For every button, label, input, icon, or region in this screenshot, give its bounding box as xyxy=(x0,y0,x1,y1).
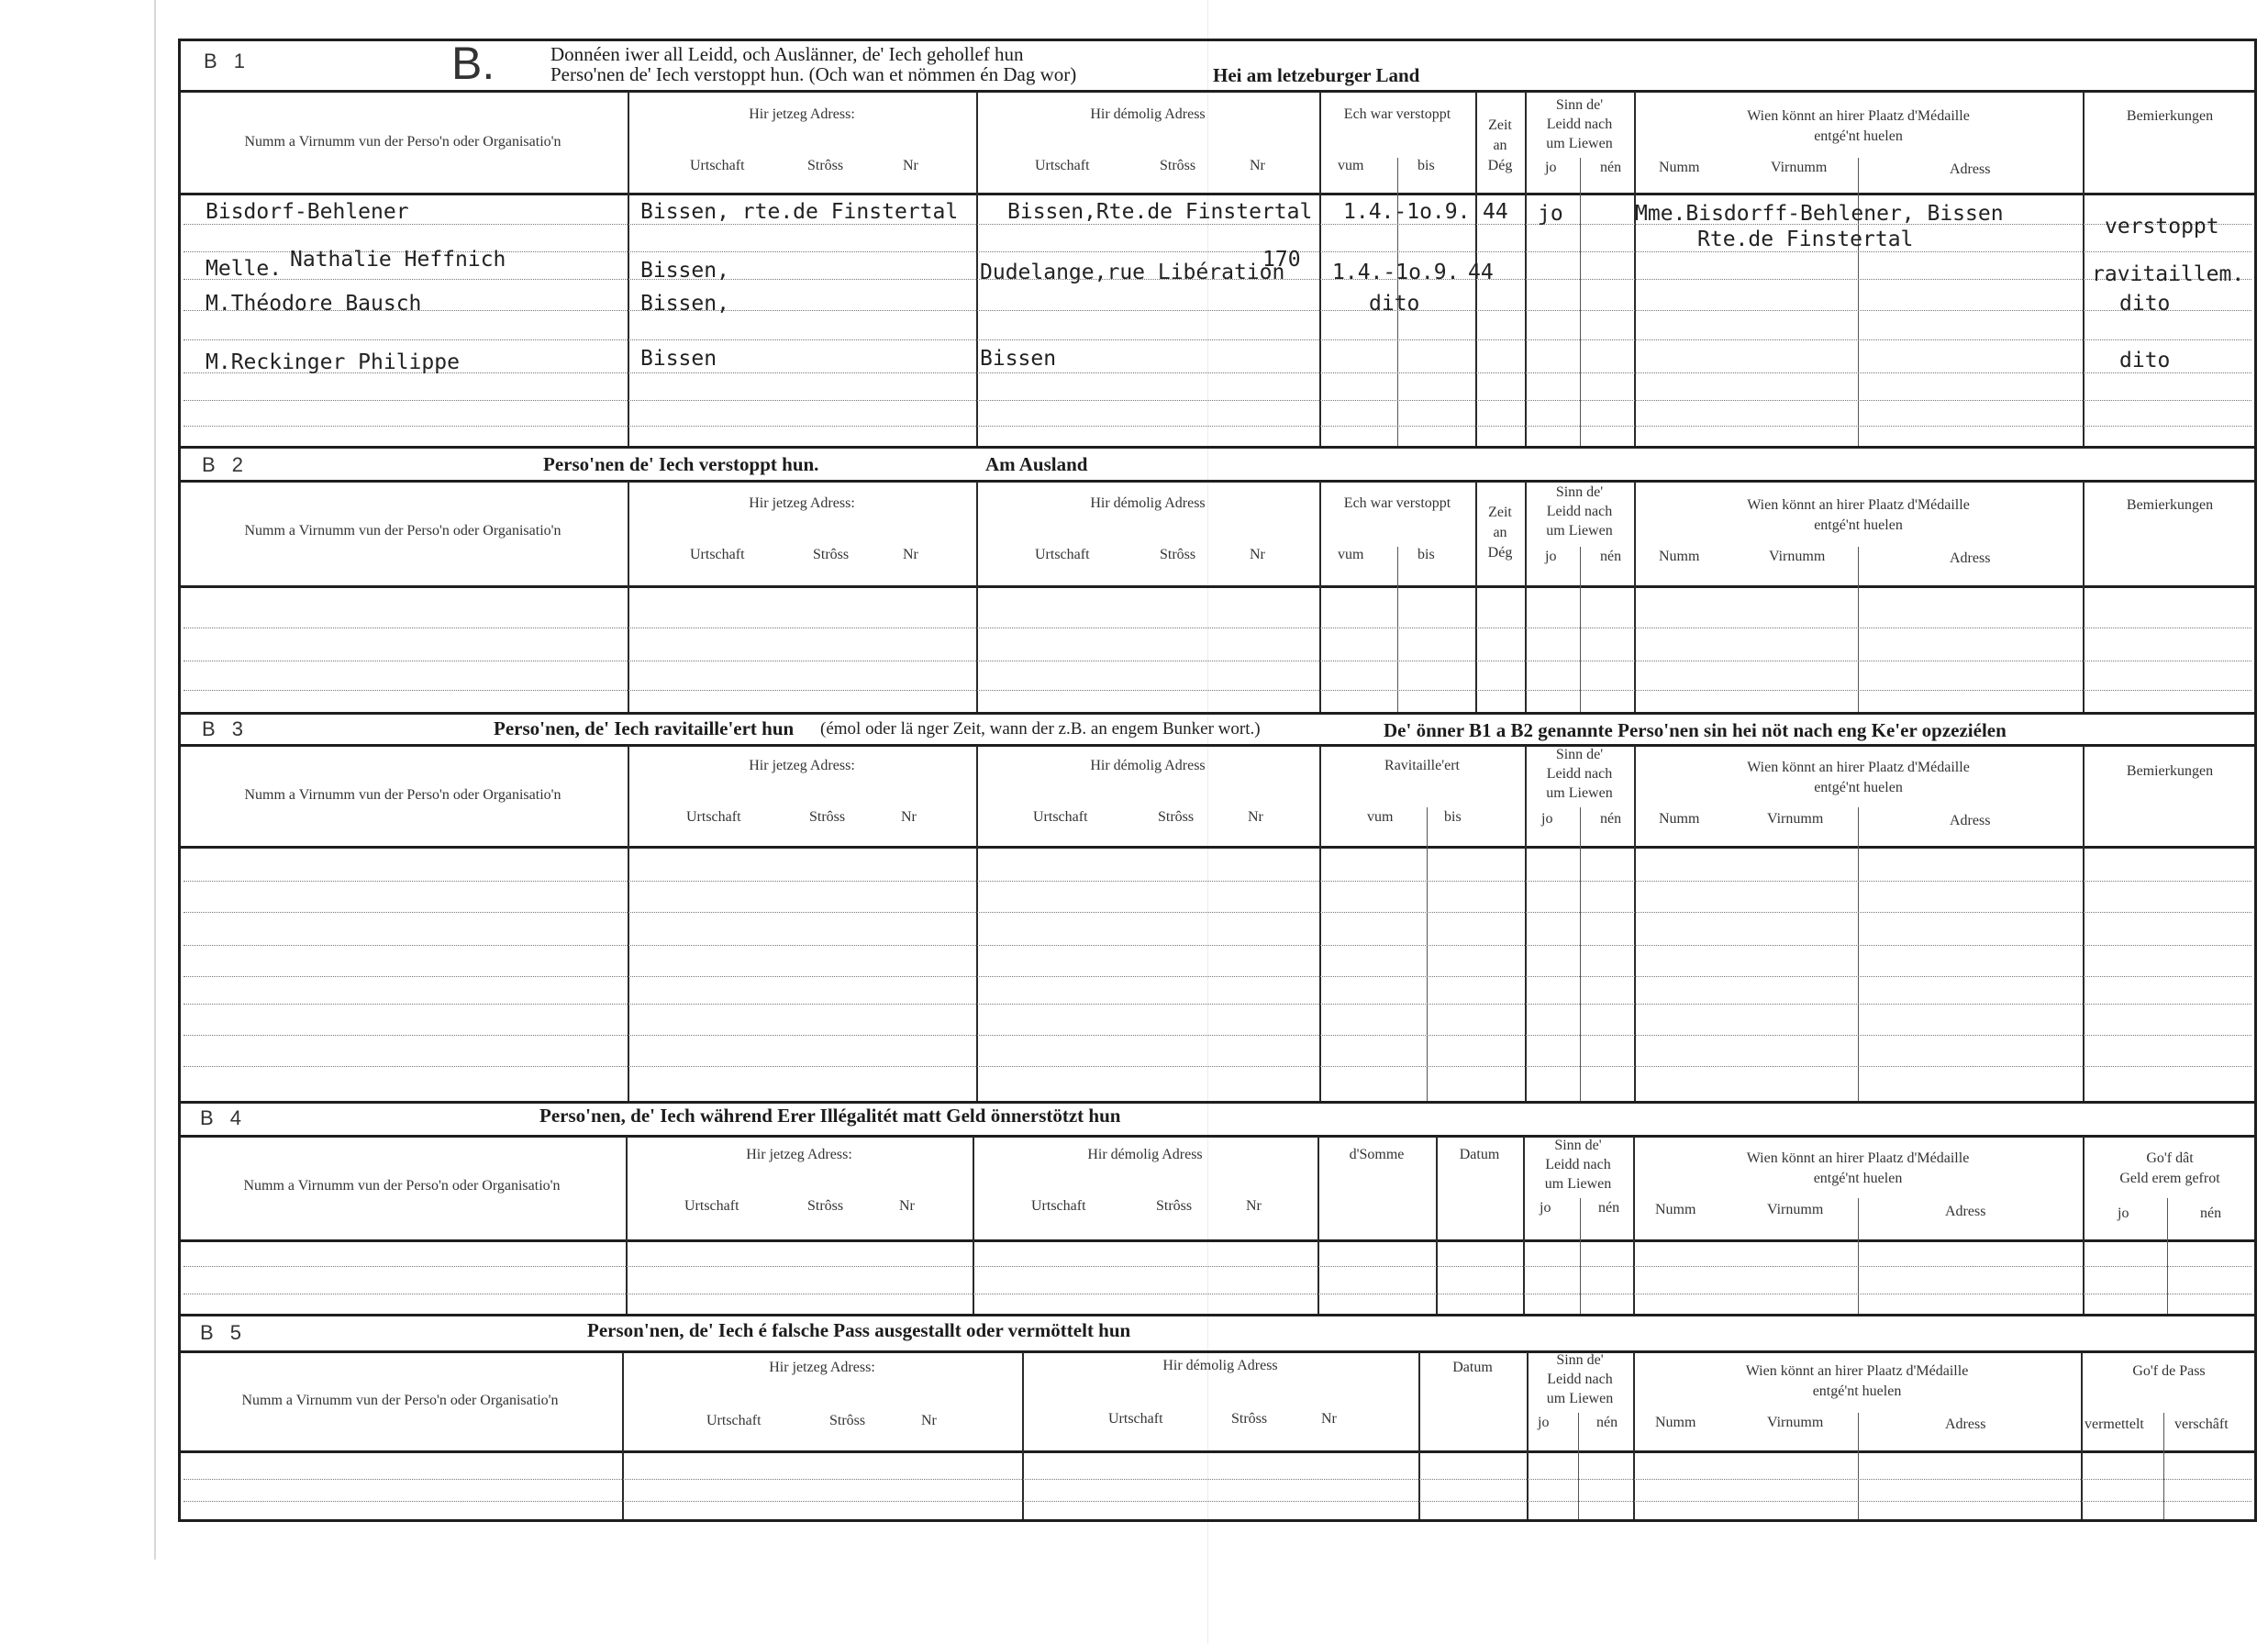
b1-r2-vum: 1.4.-1o.9. xyxy=(1332,261,1460,284)
section-id-b5: B 5 xyxy=(200,1321,248,1344)
row-rule xyxy=(183,1266,2251,1267)
b3-hdr-urtschaft: Urtschaft xyxy=(686,809,741,825)
b2-hdr-urtschaft2: Urtschaft xyxy=(1035,547,1090,562)
b5-hdr-w-numm: Numm xyxy=(1655,1415,1696,1430)
b5-header-bottom xyxy=(178,1450,2257,1453)
b1-hdr-wien2: entgé'nt huelen xyxy=(1814,128,1903,144)
row-rule xyxy=(183,945,2251,946)
b3-hdr-urtschaft2: Urtschaft xyxy=(1033,809,1088,825)
b3-hdr-wien1: Wien könnt an hirer Plaatz d'Médaille xyxy=(1747,760,1970,775)
section-id-b2: B 2 xyxy=(202,453,250,476)
b1-r2-jetzeg: Bissen, xyxy=(640,259,729,283)
b3-hdr-numm: Numm a Virnumm vun der Perso'n oder Organisatio'n xyxy=(244,787,561,803)
b4-title: Perso'nen, de' Iech während Erer Illégalitét matt Geld önnerstötzt hun xyxy=(539,1105,1121,1127)
b3-hdr-nr2: Nr xyxy=(1248,809,1263,825)
b1-hdr-stross2: Strôss xyxy=(1160,158,1196,173)
b4-hdr-wien1: Wien könnt an hirer Plaatz d'Médaille xyxy=(1746,1150,1970,1166)
b4-hdr-sinn2: Leidd nach xyxy=(1545,1157,1611,1172)
b1-hdr-bis: bis xyxy=(1418,158,1435,173)
b4-hdr-nen2: nén xyxy=(2200,1205,2222,1221)
col-rule xyxy=(1580,547,1581,712)
b1-r1-jetzeg: Bissen, rte.de Finstertal xyxy=(640,200,959,224)
b5-hdr-demolig: Hir démolig Adress xyxy=(1162,1358,1278,1373)
b3-title-paren: (émol oder lä nger Zeit, wann der z.B. an engem Bunker wort.) xyxy=(820,719,1261,739)
b5-hdr-stross: Strôss xyxy=(829,1413,866,1428)
b4-hdr-stross: Strôss xyxy=(807,1198,844,1214)
b4-hdr-w-adress: Adress xyxy=(1945,1204,1986,1219)
row-rule xyxy=(183,912,2251,913)
row-rule xyxy=(183,372,2251,373)
b2-hdr-an: an xyxy=(1493,525,1507,540)
b1-hdr-nr2: Nr xyxy=(1250,158,1265,173)
b1-r2-deg: 44 xyxy=(1468,261,1494,284)
b1-hdr-w-adress: Adress xyxy=(1950,161,1991,177)
b3-hdr-nen: nén xyxy=(1600,811,1622,827)
row-rule xyxy=(183,881,2251,882)
col-rule xyxy=(1858,807,1859,1101)
row-rule xyxy=(183,690,2251,691)
row-rule xyxy=(183,1479,2251,1480)
col-rule xyxy=(628,482,629,712)
b1-hdr-bemierkungen: Bemierkungen xyxy=(2126,108,2214,124)
b5-hdr-verschaft: verschâft xyxy=(2174,1416,2229,1432)
col-rule xyxy=(1858,1198,1859,1314)
b5-hdr-vermettelt: vermettelt xyxy=(2085,1416,2144,1432)
b1-hdr-nen: nén xyxy=(1600,160,1622,175)
b2-hdr-bemierkungen: Bemierkungen xyxy=(2126,497,2214,513)
b4-hdr-gof2: Geld erem gefrot xyxy=(2119,1171,2220,1186)
b1-r2-name: Nathalie Heffnich xyxy=(290,248,506,272)
b4-hdr-w-virnumm: Virnumm xyxy=(1767,1202,1824,1217)
b4-hdr-wien2: entgé'nt huelen xyxy=(1813,1171,1903,1186)
b2-hdr-stross2: Strôss xyxy=(1160,547,1196,562)
b5-hdr-nen: nén xyxy=(1596,1415,1618,1430)
col-rule xyxy=(1634,746,1636,1101)
b3-title: Perso'nen, de' Iech ravitaille'ert hun xyxy=(494,717,795,739)
b1-r4-bem: dito xyxy=(2119,349,2171,372)
b1-r1-wien2: Rte.de Finstertal xyxy=(1697,228,1914,251)
b1-hdr-wien1: Wien könnt an hirer Plaatz d'Médaille xyxy=(1747,108,1970,124)
row-rule xyxy=(183,310,2251,311)
b3-hdr-w-virnumm: Virnumm xyxy=(1767,811,1824,827)
b2-hdr-sinn2: Leidd nach xyxy=(1546,504,1613,519)
b1-hdr-sinn3: um Liewen xyxy=(1546,136,1613,151)
section-id-b1: B 1 xyxy=(204,50,251,72)
col-rule xyxy=(2083,746,2085,1101)
col-rule xyxy=(976,482,978,712)
b2-top-rule xyxy=(178,446,2257,449)
b5-hdr-w-adress: Adress xyxy=(1945,1416,1986,1432)
b4-hdr-sinn3: um Liewen xyxy=(1544,1176,1612,1192)
row-rule xyxy=(183,426,2251,427)
b1-r3-vum: dito xyxy=(1369,292,1420,316)
b3-hdr-wien2: entgé'nt huelen xyxy=(1814,780,1903,795)
col-rule xyxy=(976,746,978,1101)
b2-hdr-wien1: Wien könnt an hirer Plaatz d'Médaille xyxy=(1747,497,1970,513)
b1-r1-vum: 1.4.-1o.9. xyxy=(1343,200,1471,224)
row-rule xyxy=(183,1035,2251,1036)
b4-hdr-jetzeg: Hir jetzeg Adress: xyxy=(746,1147,852,1162)
b4-hdr-nen: nén xyxy=(1598,1200,1620,1216)
b1-r1-deg: 44 xyxy=(1483,200,1508,224)
b1-hdr-urtschaft: Urtschaft xyxy=(690,158,745,173)
b1-r4-demolig: Bissen xyxy=(980,347,1057,371)
b2-hdr-w-adress: Adress xyxy=(1950,550,1991,566)
b1-r2-nr: 170 xyxy=(1262,248,1301,272)
col-rule xyxy=(1580,158,1581,446)
b3-hdr-jo: jo xyxy=(1541,811,1553,827)
b5-top-rule xyxy=(178,1314,2257,1316)
b3-hdr-sinn1: Sinn de' xyxy=(1555,747,1604,762)
b2-header-bottom xyxy=(178,585,2257,588)
b5-hdr-numm: Numm a Virnumm vun der Perso'n oder Organisatio'n xyxy=(241,1393,559,1408)
b2-hdr-bis: bis xyxy=(1418,547,1435,562)
b3-hdr-w-numm: Numm xyxy=(1659,811,1700,827)
b5-hdr-sinn3: um Liewen xyxy=(1546,1391,1614,1406)
intro-line-1: Donnéen iwer all Leidd, och Auslänner, de' Iech gehollef hun xyxy=(550,43,1024,65)
col-rule xyxy=(1858,1413,1859,1519)
b4-hdr-urtschaft: Urtschaft xyxy=(684,1198,739,1214)
b1-hdr-w-virnumm: Virnumm xyxy=(1771,160,1828,175)
b1-hdr-stross: Strôss xyxy=(807,158,844,173)
b3-hdr-nr: Nr xyxy=(901,809,917,825)
b1-hdr-vum: vum xyxy=(1338,158,1364,173)
b5-hdr-datum: Datum xyxy=(1452,1360,1493,1375)
b2-hdr-wien2: entgé'nt huelen xyxy=(1814,517,1903,533)
b1-hdr-zeit: Zeit xyxy=(1488,117,1512,133)
form-letter: B. xyxy=(451,38,495,89)
col-rule xyxy=(1319,746,1321,1101)
b3-header-bottom xyxy=(178,846,2257,849)
b5-hdr-pass: Go'f de Pass xyxy=(2132,1363,2206,1379)
b1-hdr-an: an xyxy=(1493,138,1507,153)
b2-hdr-jo: jo xyxy=(1545,549,1557,564)
row-rule xyxy=(183,1066,2251,1067)
b5-hdr-wien2: entgé'nt huelen xyxy=(1812,1383,1902,1399)
b1-r3-name: M.Théodore Bausch xyxy=(206,292,422,316)
intro-line-2: Perso'nen de' Iech verstoppt hun. (Och wan et nömmen én Dag wor) xyxy=(550,63,1077,85)
b1-r2-bem: ravitaillem. xyxy=(2092,262,2245,286)
b4-hdr-sinn1: Sinn de' xyxy=(1554,1138,1602,1153)
b1-hdr-demolig: Hir démolig Adress xyxy=(1090,106,1206,122)
b3-top-rule xyxy=(178,712,2257,715)
col-rule xyxy=(628,92,629,446)
b2-hdr-nr: Nr xyxy=(903,547,918,562)
b1-hdr-urtschaft2: Urtschaft xyxy=(1035,158,1090,173)
b1-hdr-numm: Numm a Virnumm vun der Perso'n oder Organisatio'n xyxy=(244,134,561,150)
b1-r4-jetzeg: Bissen xyxy=(640,347,717,371)
b1-r1-jo: jo xyxy=(1538,202,1563,226)
col-rule xyxy=(1319,482,1321,712)
b5-hdr-sinn2: Leidd nach xyxy=(1547,1372,1613,1387)
b2-hdr-nr2: Nr xyxy=(1250,547,1265,562)
b2-hdr-stross: Strôss xyxy=(813,547,850,562)
col-rule xyxy=(1580,807,1581,1101)
b1-r3-jetzeg: Bissen, xyxy=(640,292,729,316)
col-rule xyxy=(628,746,629,1101)
b3-hdr-demolig: Hir démolig Adress xyxy=(1090,758,1206,773)
row-rule xyxy=(183,1004,2251,1005)
col-rule xyxy=(2163,1413,2164,1519)
row-rule xyxy=(183,1501,2251,1502)
b3-hdr-stross2: Strôss xyxy=(1158,809,1195,825)
b1-top-rule xyxy=(178,90,2257,93)
b4-hdr-demolig: Hir démolig Adress xyxy=(1087,1147,1203,1162)
col-rule xyxy=(1022,1352,1024,1519)
b2-hdr-numm: Numm a Virnumm vun der Perso'n oder Organisatio'n xyxy=(244,523,561,539)
b1-r2-prefix: Melle. xyxy=(206,257,283,281)
b5-hdr-stross2: Strôss xyxy=(1231,1411,1268,1427)
b4-hdr-jo: jo xyxy=(1540,1200,1551,1216)
b2-hdr-deg: Dég xyxy=(1487,545,1513,561)
row-rule xyxy=(183,976,2251,977)
row-rule xyxy=(183,400,2251,401)
b1-hdr-sinn1: Sinn de' xyxy=(1555,97,1604,113)
b5-hdr-nr: Nr xyxy=(921,1413,937,1428)
b1-hdr-nr: Nr xyxy=(903,158,918,173)
b4-hdr-urtschaft2: Urtschaft xyxy=(1031,1198,1086,1214)
b5-hdr-w-virnumm: Virnumm xyxy=(1767,1415,1824,1430)
b4-top-rule xyxy=(178,1101,2257,1104)
b2-hdr-w-numm: Numm xyxy=(1659,549,1700,564)
col-rule xyxy=(2083,92,2085,446)
b1-r2-demolig: Dudelange,rue Libération xyxy=(980,261,1285,284)
b1-r4-name: M.Reckinger Philippe xyxy=(206,350,460,374)
b1-header-bottom xyxy=(178,193,2257,195)
col-rule xyxy=(2167,1198,2168,1314)
b2-hdr-vum: vum xyxy=(1338,547,1364,562)
col-rule xyxy=(1427,807,1428,1101)
col-rule xyxy=(1858,547,1859,712)
b2-hdr-urtschaft: Urtschaft xyxy=(690,547,745,562)
col-rule xyxy=(1578,1413,1579,1519)
b3-hdr-sinn3: um Liewen xyxy=(1546,785,1613,801)
b4-hdr-w-numm: Numm xyxy=(1655,1202,1696,1217)
col-rule xyxy=(1397,547,1398,712)
col-rule xyxy=(1319,92,1321,446)
b1-hdr-deg: Dég xyxy=(1487,158,1513,173)
b4-hdr-numm: Numm a Virnumm vun der Perso'n oder Organisatio'n xyxy=(243,1178,561,1194)
b4-header-bottom xyxy=(178,1239,2257,1242)
b5-hdr-sinn1: Sinn de' xyxy=(1556,1352,1604,1368)
b5-title: Person'nen, de' Iech é falsche Pass ausgestallt oder vermöttelt hun xyxy=(587,1319,1131,1341)
b3-header-top xyxy=(178,744,2257,747)
b1-r3-bem: dito xyxy=(2119,292,2171,316)
b2-hdr-nen: nén xyxy=(1600,549,1622,564)
b3-hdr-stross: Strôss xyxy=(809,809,846,825)
b2-title: Perso'nen de' Iech verstoppt hun. xyxy=(543,453,819,475)
b2-hdr-sinn1: Sinn de' xyxy=(1555,484,1604,500)
b1-hdr-jetzeg: Hir jetzeg Adress: xyxy=(749,106,855,122)
b3-hdr-sinn2: Leidd nach xyxy=(1546,766,1613,782)
b5-hdr-jetzeg: Hir jetzeg Adress: xyxy=(769,1360,875,1375)
b2-hdr-verstoppt: Ech war verstoppt xyxy=(1343,495,1451,511)
b5-hdr-urtschaft2: Urtschaft xyxy=(1108,1411,1163,1427)
b1-r1-wien1: Mme.Bisdorff-Behlener, Bissen xyxy=(1635,202,2004,226)
row-rule xyxy=(183,339,2251,340)
b5-hdr-urtschaft: Urtschaft xyxy=(706,1413,762,1428)
b3-hdr-bemierkungen: Bemierkungen xyxy=(2126,763,2214,779)
b2-hdr-zeit: Zeit xyxy=(1488,505,1512,520)
b1-r1-bem: verstoppt xyxy=(2105,215,2219,239)
b4-hdr-jo2: jo xyxy=(2118,1205,2129,1221)
b4-hdr-nr2: Nr xyxy=(1246,1198,1262,1214)
b2-header-top xyxy=(178,480,2257,483)
b5-hdr-wien1: Wien könnt an hirer Plaatz d'Médaille xyxy=(1745,1363,1969,1379)
b4-hdr-stross2: Strôss xyxy=(1156,1198,1193,1214)
b3-hdr-ravitailleert: Ravitaille'ert xyxy=(1384,758,1460,773)
b2-hdr-sinn3: um Liewen xyxy=(1546,523,1613,539)
b1-hdr-verstoppt: Ech war verstoppt xyxy=(1343,106,1451,122)
b2-hdr-jetzeg: Hir jetzeg Adress: xyxy=(749,495,855,511)
col-rule xyxy=(1580,1198,1581,1314)
b5-hdr-jo: jo xyxy=(1538,1415,1550,1430)
b2-hdr-w-virnumm: Virnumm xyxy=(1769,549,1826,564)
b4-hdr-gof1: Go'f dât xyxy=(2146,1150,2194,1166)
b1-hdr-sinn2: Leidd nach xyxy=(1546,117,1613,132)
section-id-b4: B 4 xyxy=(200,1106,248,1129)
b4-header-top xyxy=(178,1135,2257,1138)
sheet-edge xyxy=(154,0,156,1560)
col-rule xyxy=(976,92,978,446)
b3-hdr-vum: vum xyxy=(1367,809,1394,825)
b1-r1-name: Bisdorf-Behlener xyxy=(206,200,409,224)
b5-header-top xyxy=(178,1350,2257,1353)
b1-hdr-w-numm: Numm xyxy=(1659,160,1700,175)
section-id-b3: B 3 xyxy=(202,717,250,740)
b1-r1-demolig: Bissen,Rte.de Finstertal xyxy=(1007,200,1313,224)
b4-hdr-datum: Datum xyxy=(1459,1147,1500,1162)
b5-hdr-nr2: Nr xyxy=(1321,1411,1337,1427)
b2-hdr-demolig: Hir démolig Adress xyxy=(1090,495,1206,511)
b1-hdr-jo: jo xyxy=(1545,160,1557,175)
b2-title-tail: Am Ausland xyxy=(985,453,1088,475)
b3-hdr-jetzeg: Hir jetzeg Adress: xyxy=(749,758,855,773)
b3-hdr-w-adress: Adress xyxy=(1950,813,1991,828)
b3-hdr-bis: bis xyxy=(1444,809,1462,825)
b3-title-tail: De' önner B1 a B2 genannte Perso'nen sin hei nöt nach eng Ke'er opzeziélen xyxy=(1384,719,2007,741)
b4-hdr-somme: d'Somme xyxy=(1349,1147,1405,1162)
col-rule xyxy=(2083,482,2085,712)
intro-tail: Hei am letzeburger Land xyxy=(1213,64,1420,86)
b4-hdr-nr: Nr xyxy=(899,1198,915,1214)
